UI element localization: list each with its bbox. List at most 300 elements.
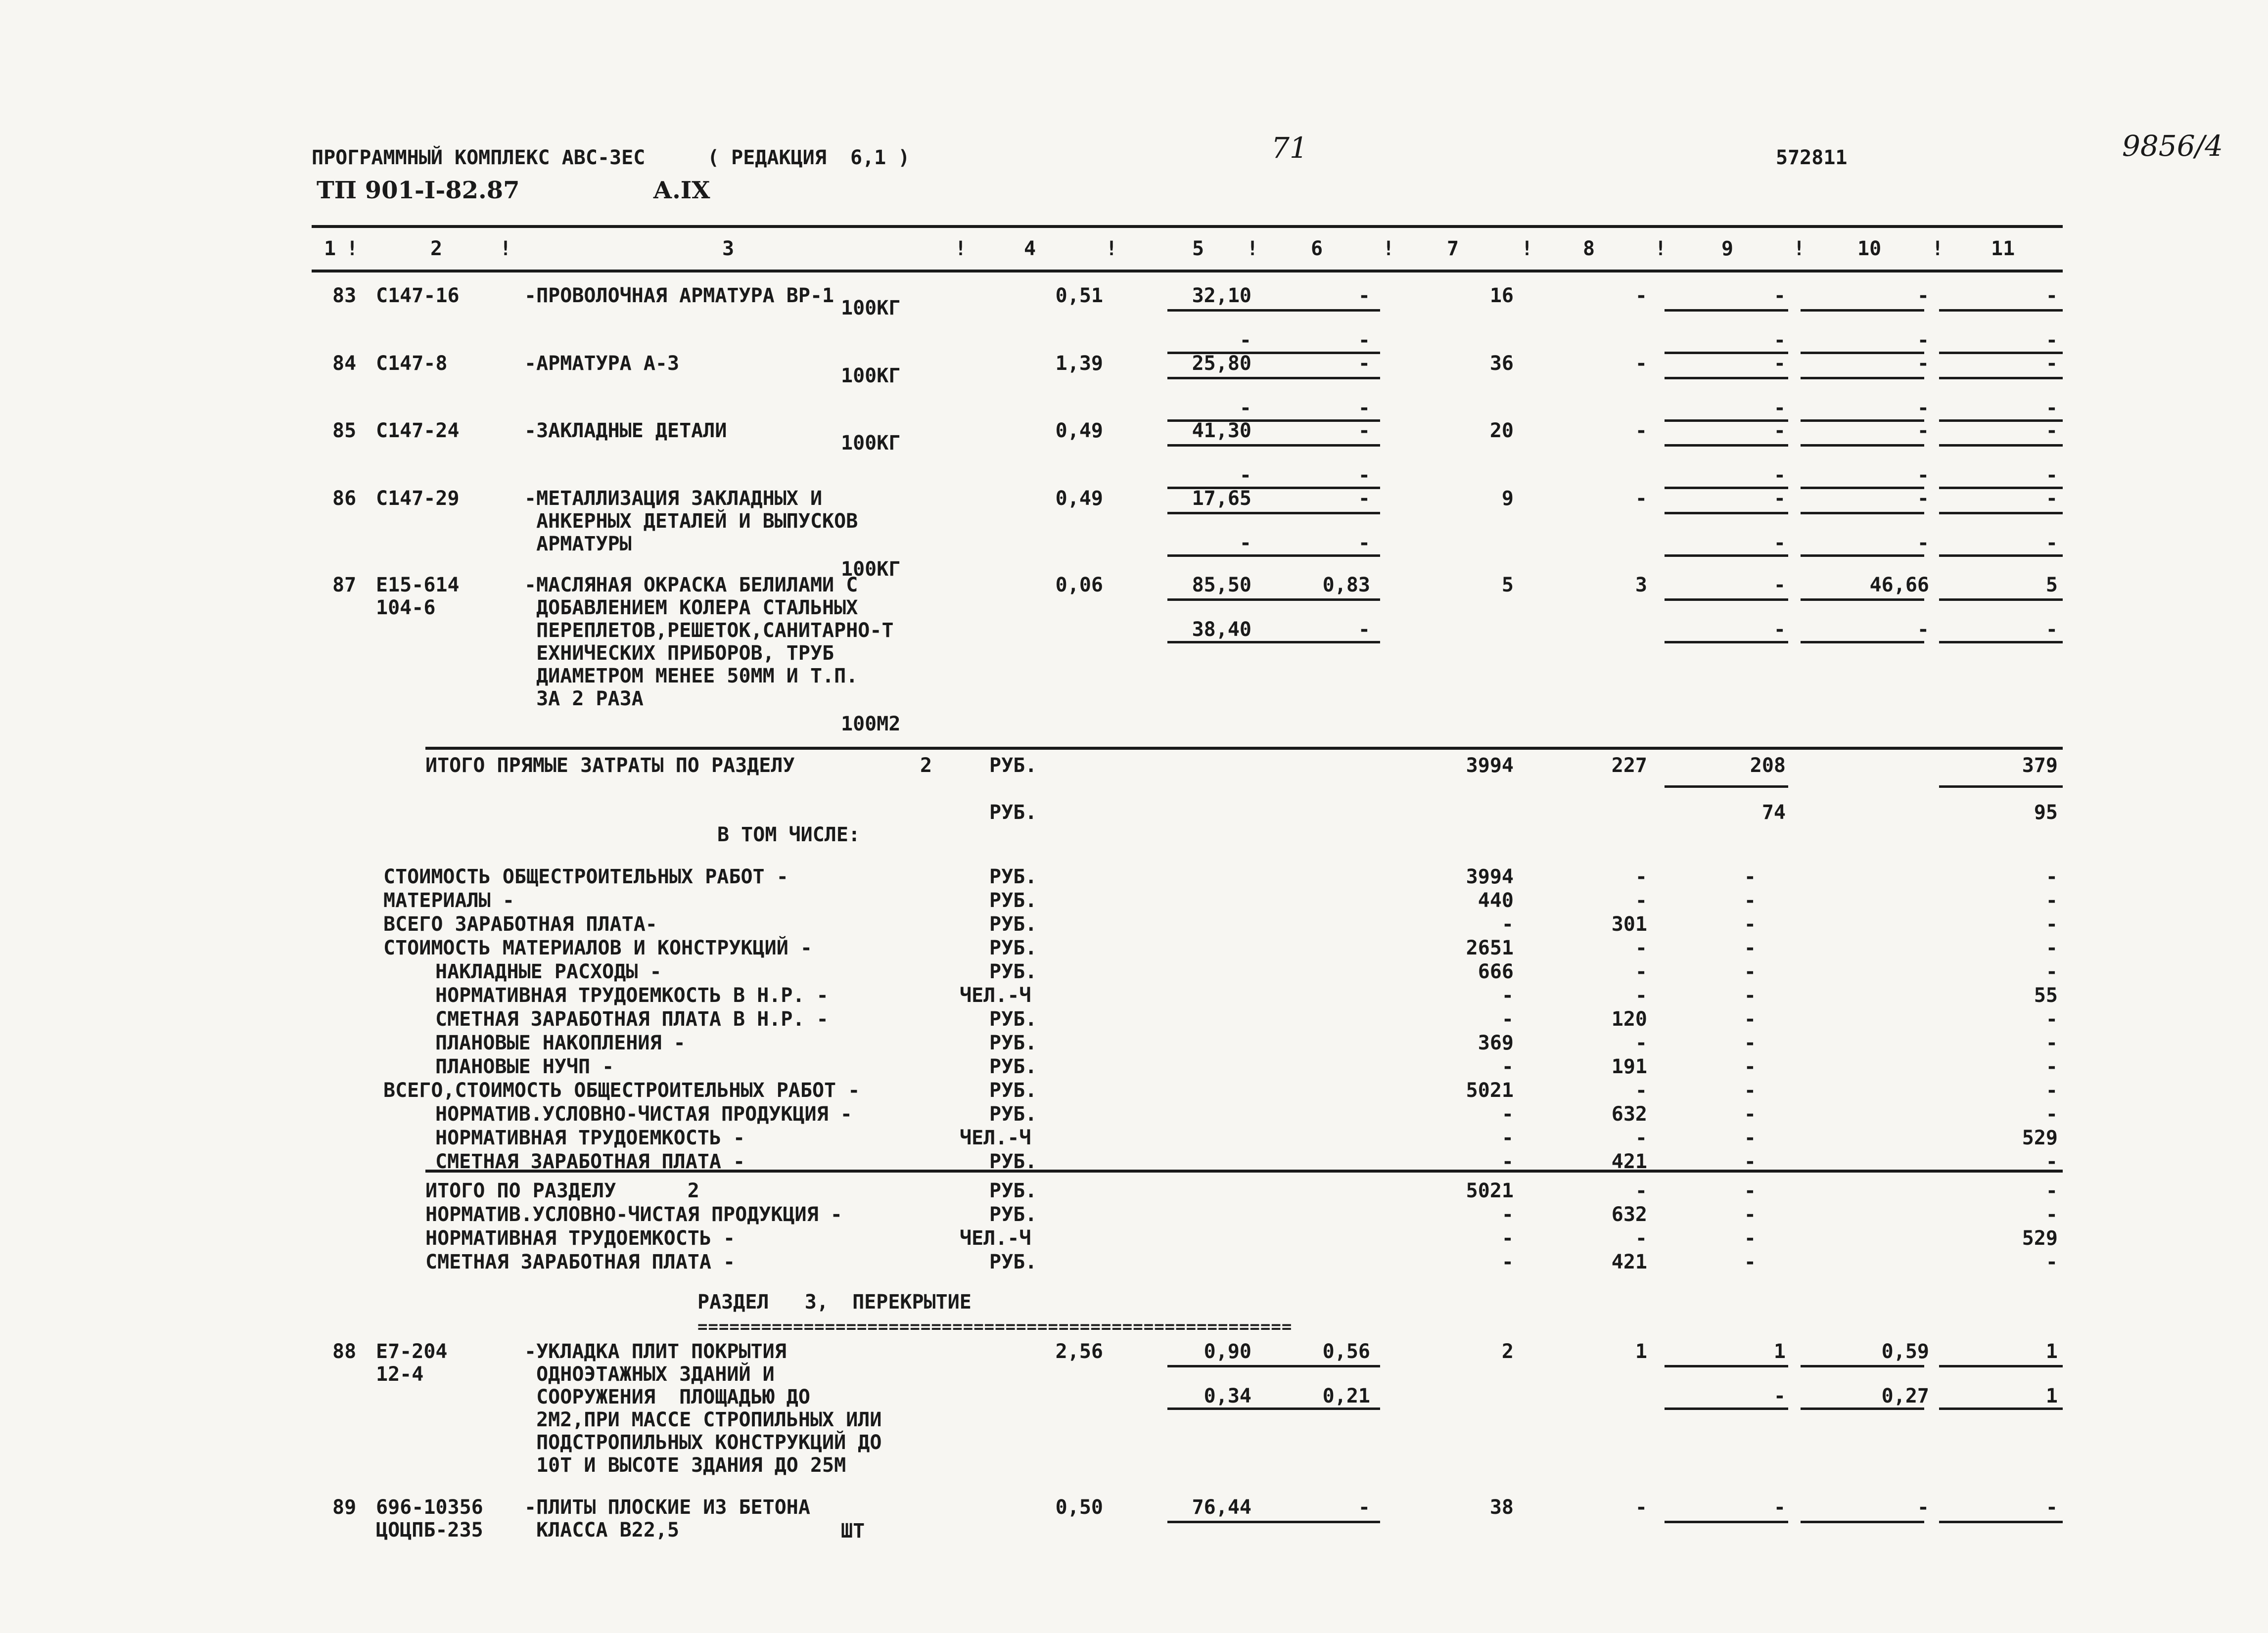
breakdown-c11: - (2045, 913, 2058, 936)
row-unit: 100КГ (841, 432, 901, 455)
breakdown-c8: - (1635, 960, 1647, 983)
cell-c6: 0,21 (1322, 1384, 1370, 1407)
underline (1801, 512, 1924, 514)
row-code: 104-6 (376, 596, 436, 619)
row-description: 10Т И ВЫСОТЕ ЗДАНИЯ ДО 25М (524, 1454, 846, 1477)
underline (1801, 377, 1924, 379)
breakdown-c9: - (1744, 937, 1756, 959)
underline (1801, 444, 1924, 447)
underline (1256, 377, 1380, 379)
section-total-c11: 529 (2022, 1227, 2058, 1250)
underline (1939, 554, 2063, 557)
breakdown-c7: - (1501, 1150, 1514, 1173)
col-4: 4 (1024, 237, 1036, 260)
breakdown-unit: РУБ. (989, 960, 1037, 983)
cell-c8: 3 (1635, 574, 1647, 596)
col-sep: ! (1383, 237, 1395, 260)
table-header-rule (312, 270, 2063, 272)
row-description: -УКЛАДКА ПЛИТ ПОКРЫТИЯ (524, 1340, 787, 1363)
breakdown-c8: 421 (1611, 1150, 1647, 1173)
cell-c6: 0,56 (1322, 1340, 1370, 1363)
section-total-c9: - (1744, 1227, 1756, 1250)
cell-c8: - (1635, 352, 1647, 375)
col-sep: ! (1106, 237, 1118, 260)
breakdown-c7: - (1501, 913, 1514, 936)
cell-c6: - (1358, 463, 1370, 487)
underline (1256, 309, 1380, 312)
breakdown-c7: - (1501, 1103, 1514, 1126)
breakdown-c7: 3994 (1466, 865, 1514, 888)
cell-c7: 36 (1489, 352, 1514, 375)
breakdown-label: НОРМАТИВНАЯ ТРУДОЕМКОСТЬ В Н.Р. - (435, 984, 829, 1007)
cell-c6: - (1358, 531, 1370, 554)
breakdown-c11: 55 (2034, 984, 2058, 1007)
underline (1939, 444, 2063, 447)
breakdown-label: ВСЕГО ЗАРАБОТНАЯ ПЛАТА- (383, 913, 657, 936)
breakdown-c11: - (2045, 1150, 2058, 1173)
breakdown-c9: - (1744, 865, 1756, 888)
breakdown-c7: - (1501, 1055, 1514, 1078)
underline (1939, 512, 2063, 514)
section-total-c8: 421 (1611, 1251, 1647, 1273)
row-description: ОДНОЭТАЖНЫХ ЗДАНИЙ И (524, 1363, 775, 1386)
underline (1939, 377, 2063, 379)
breakdown-c9: - (1744, 960, 1756, 983)
row-code: С147-24 (376, 419, 460, 442)
cell-c10: 46,66 (1869, 574, 1929, 596)
row-description: КЛАССА В22,5 (524, 1519, 680, 1542)
cell-c6: - (1358, 352, 1370, 375)
breakdown-c8: - (1635, 1127, 1647, 1149)
cell-c10: - (1917, 531, 1929, 554)
cell-c11: - (2045, 419, 2058, 442)
cell-c6: - (1358, 328, 1370, 352)
section-total-unit: ЧЕЛ.-Ч (960, 1227, 1031, 1250)
breakdown-c8: - (1635, 1079, 1647, 1102)
cell-c9: - (1773, 531, 1786, 554)
total-c11: 379 (2022, 754, 2058, 777)
row-description: 2М2,ПРИ МАССЕ СТРОПИЛЬНЫХ ИЛИ (524, 1408, 882, 1431)
row-description: -ПЛИТЫ ПЛОСКИЕ ИЗ БЕТОНА (524, 1496, 810, 1519)
cell-c6: - (1358, 1496, 1370, 1519)
section-total-c8: - (1635, 1227, 1647, 1250)
cell-c6: - (1358, 396, 1370, 419)
total-c9: 208 (1750, 754, 1786, 777)
row-number: 88 (332, 1340, 357, 1363)
col-3: 3 (722, 237, 735, 260)
col-11: 11 (1991, 237, 2015, 260)
cell-c5: 38,40 (1192, 618, 1251, 641)
breakdown-c9: - (1744, 1103, 1756, 1126)
section-total-c11: - (2045, 1203, 2058, 1226)
cell-c10: 0,59 (1881, 1340, 1929, 1363)
breakdown-c7: - (1501, 1008, 1514, 1031)
breakdown-c9: - (1744, 1008, 1756, 1031)
cell-c10: - (1917, 328, 1929, 352)
section-total-c9: - (1744, 1179, 1756, 1202)
row-number: 85 (332, 419, 357, 442)
breakdown-label: ПЛАНОВЫЕ НАКОПЛЕНИЯ - (435, 1032, 686, 1054)
breakdown-label: СМЕТНАЯ ЗАРАБОТНАЯ ПЛАТА В Н.Р. - (435, 1008, 829, 1031)
cell-c11: - (2045, 618, 2058, 641)
row-unit: ШТ (841, 1520, 865, 1543)
underline (1665, 444, 1788, 447)
breakdown-c11: - (2045, 960, 2058, 983)
row-description: СООРУЖЕНИЯ ПЛОЩАДЬЮ ДО (524, 1386, 810, 1408)
underline (1939, 785, 2063, 788)
breakdown-c11: - (2045, 889, 2058, 912)
cell-c11: - (2045, 1496, 2058, 1519)
cell-c9: - (1773, 328, 1786, 352)
breakdown-label: ПЛАНОВЫЕ НУЧП - (435, 1055, 614, 1078)
section-total-c9: - (1744, 1203, 1756, 1226)
cell-c11: - (2045, 487, 2058, 510)
underline (1665, 1365, 1788, 1367)
section-total-label: СМЕТНАЯ ЗАРАБОТНАЯ ПЛАТА - (425, 1251, 736, 1273)
section-total-c7: - (1501, 1251, 1514, 1273)
cell-c11: - (2045, 396, 2058, 419)
cell-c11: 5 (2045, 574, 2058, 596)
underline (1939, 641, 2063, 643)
breakdown-c8: - (1635, 1032, 1647, 1054)
col-6: 6 (1311, 237, 1323, 260)
underline (1256, 512, 1380, 514)
cell-c5: 0,90 (1203, 1340, 1251, 1363)
underline (1256, 1365, 1380, 1367)
row-quantity: 2,56 (1055, 1340, 1103, 1363)
col-sep: ! (1247, 237, 1259, 260)
underline (1801, 598, 1924, 601)
row-description: ПОДСТРОПИЛЬНЫХ КОНСТРУКЦИЙ ДО (524, 1431, 882, 1454)
including-label: В ТОМ ЧИСЛЕ: (717, 823, 860, 846)
cell-c10: - (1917, 396, 1929, 419)
table-top-rule (312, 225, 2063, 228)
cell-c9: - (1773, 574, 1786, 596)
row-unit: 100М2 (841, 712, 901, 735)
total-unit-2: РУБ. (989, 801, 1037, 824)
cell-c5: 25,80 (1192, 352, 1251, 375)
row-number: 89 (332, 1496, 357, 1519)
breakdown-c9: - (1744, 1127, 1756, 1149)
row-description: -МЕТАЛЛИЗАЦИЯ ЗАКЛАДНЫХ И (524, 487, 823, 510)
breakdown-unit: РУБ. (989, 1032, 1037, 1054)
breakdown-c8: - (1635, 937, 1647, 959)
cell-c5: 41,30 (1192, 419, 1251, 442)
underline (1939, 1365, 2063, 1367)
col-sep: ! (1521, 237, 1533, 260)
breakdown-c7: - (1501, 984, 1514, 1007)
cell-c11: 1 (2045, 1340, 2058, 1363)
breakdown-c8: - (1635, 865, 1647, 888)
cell-c10: - (1917, 463, 1929, 487)
breakdown-c11: 529 (2022, 1127, 2058, 1149)
cell-c7: 2 (1501, 1340, 1514, 1363)
col-9: 9 (1721, 237, 1734, 260)
section-total-label: НОРМАТИВНАЯ ТРУДОЕМКОСТЬ - (425, 1227, 736, 1250)
cell-c9: - (1773, 1496, 1786, 1519)
cell-c5: - (1239, 463, 1251, 487)
cell-c9: - (1773, 396, 1786, 419)
cell-c11: - (2045, 284, 2058, 307)
underline (1665, 309, 1788, 312)
handwritten-mark: 9856/4 (2122, 129, 2223, 163)
col-sep: ! (1793, 237, 1805, 260)
cell-c5: - (1239, 328, 1251, 352)
breakdown-c9: - (1744, 1055, 1756, 1078)
underline (1939, 309, 2063, 312)
cell-c9: - (1773, 284, 1786, 307)
breakdown-label: НАКЛАДНЫЕ РАСХОДЫ - (435, 960, 662, 983)
col-5: 5 (1192, 237, 1204, 260)
cell-c7: 20 (1489, 419, 1514, 442)
cell-c10: - (1917, 1496, 1929, 1519)
row-quantity: 0,49 (1055, 487, 1103, 510)
row-code: 12-4 (376, 1363, 424, 1386)
total-c7: 3994 (1466, 754, 1514, 777)
row-number: 84 (332, 352, 357, 375)
cell-c7: 9 (1501, 487, 1514, 510)
cell-c11: - (2045, 463, 2058, 487)
row-description: -ПРОВОЛОЧНАЯ АРМАТУРА ВР-1 (524, 284, 834, 307)
underline (1665, 377, 1788, 379)
breakdown-c7: 5021 (1466, 1079, 1514, 1102)
breakdown-c8: - (1635, 889, 1647, 912)
edition-label: ( РЕДАКЦИЯ 6,1 ) (707, 146, 910, 169)
row-description: -ЗАКЛАДНЫЕ ДЕТАЛИ (524, 419, 727, 442)
underline (1256, 598, 1380, 601)
underline (1256, 1407, 1380, 1410)
cell-c5: - (1239, 396, 1251, 419)
row-description: -АРМАТУРА А-3 (524, 352, 680, 375)
breakdown-c9: - (1744, 913, 1756, 936)
breakdown-label: НОРМАТИВ.УСЛОВНО-ЧИСТАЯ ПРОДУКЦИЯ - (435, 1103, 852, 1126)
underline (1801, 1407, 1924, 1410)
breakdown-c11: - (2045, 1008, 2058, 1031)
cell-c8: - (1635, 1496, 1647, 1519)
col-sep: ! (1655, 237, 1667, 260)
section-total-label: ИТОГО ПО РАЗДЕЛУ 2 (425, 1179, 699, 1202)
section-total-c11: - (2045, 1251, 2058, 1273)
cell-c8: - (1635, 284, 1647, 307)
section-total-unit: РУБ. (989, 1251, 1037, 1273)
cell-c6: - (1358, 284, 1370, 307)
row-unit: 100КГ (841, 364, 901, 388)
cell-c6: - (1358, 618, 1370, 641)
row-description: ПЕРЕПЛЕТОВ,РЕШЕТОК,САНИТАРНО-Т (524, 619, 894, 642)
breakdown-label: МАТЕРИАЛЫ - (383, 889, 514, 912)
breakdown-rule (425, 1170, 2063, 1173)
breakdown-c7: - (1501, 1127, 1514, 1149)
totals-rule (425, 747, 2063, 750)
cell-c10: - (1917, 284, 1929, 307)
row-unit: 100КГ (841, 557, 901, 581)
cell-c7: 5 (1501, 574, 1514, 596)
cell-c8: 1 (1635, 1340, 1647, 1363)
col-sep: ! (500, 237, 512, 260)
row-description: -МАСЛЯНАЯ ОКРАСКА БЕЛИЛАМИ С (524, 574, 858, 596)
project-code: ТП 901-I-82.87 (317, 177, 520, 204)
total-section: 2 (920, 754, 932, 777)
section-total-c9: - (1744, 1251, 1756, 1273)
cell-c5: 0,34 (1203, 1384, 1251, 1407)
breakdown-unit: РУБ. (989, 1008, 1037, 1031)
breakdown-c11: - (2045, 1103, 2058, 1126)
cell-c9: - (1773, 352, 1786, 375)
cell-c10: - (1917, 618, 1929, 641)
underline (1939, 598, 2063, 601)
row-description: ДОБАВЛЕНИЕМ КОЛЕРА СТАЛЬНЫХ (524, 596, 858, 619)
cell-c11: - (2045, 328, 2058, 352)
total-c9b: 74 (1761, 801, 1786, 824)
cell-c11: 1 (2045, 1384, 2058, 1407)
cell-c9: - (1773, 419, 1786, 442)
col-sep: ! (346, 237, 359, 260)
row-number: 83 (332, 284, 357, 307)
breakdown-unit: РУБ. (989, 1150, 1037, 1173)
cell-c6: 0,83 (1322, 574, 1370, 596)
row-quantity: 0,49 (1055, 419, 1103, 442)
cell-c10: - (1917, 487, 1929, 510)
row-quantity: 0,06 (1055, 574, 1103, 596)
breakdown-c11: - (2045, 1032, 2058, 1054)
row-code: С147-29 (376, 487, 460, 510)
breakdown-c11: - (2045, 1079, 2058, 1102)
cell-c10: - (1917, 419, 1929, 442)
breakdown-c7: 369 (1478, 1032, 1514, 1054)
section-3-rule: ======================================================== (697, 1317, 1293, 1337)
section-total-c8: - (1635, 1179, 1647, 1202)
program-title: ПРОГРАММНЫЙ КОМПЛЕКС АВС-ЗЕС (312, 146, 646, 169)
underline (1665, 512, 1788, 514)
row-description: АНКЕРНЫХ ДЕТАЛЕЙ И ВЫПУСКОВ (524, 510, 858, 533)
cell-c7: 16 (1489, 284, 1514, 307)
breakdown-unit: РУБ. (989, 865, 1037, 888)
breakdown-unit: РУБ. (989, 913, 1037, 936)
underline (1256, 554, 1380, 557)
section-total-unit: РУБ. (989, 1203, 1037, 1226)
col-1: 1 (324, 237, 336, 260)
section-total-label: НОРМАТИВ.УСЛОВНО-ЧИСТАЯ ПРОДУКЦИЯ - (425, 1203, 842, 1226)
row-quantity: 0,50 (1055, 1496, 1103, 1519)
breakdown-c7: 2651 (1466, 937, 1514, 959)
breakdown-c8: 120 (1611, 1008, 1647, 1031)
cell-c9: - (1773, 618, 1786, 641)
breakdown-c8: 301 (1611, 913, 1647, 936)
underline (1939, 1521, 2063, 1523)
row-number: 86 (332, 487, 357, 510)
underline (1256, 641, 1380, 643)
breakdown-label: СТОИМОСТЬ МАТЕРИАЛОВ И КОНСТРУКЦИЙ - (383, 937, 812, 959)
cell-c5: 85,50 (1192, 574, 1251, 596)
section-total-c7: - (1501, 1203, 1514, 1226)
breakdown-c9: - (1744, 1150, 1756, 1173)
section-total-c8: 632 (1611, 1203, 1647, 1226)
album-label: А.IX (653, 177, 710, 204)
cell-c6: - (1358, 487, 1370, 510)
breakdown-c8: 632 (1611, 1103, 1647, 1126)
underline (1801, 309, 1924, 312)
col-2: 2 (430, 237, 443, 260)
total-label: ИТОГО ПРЯМЫЕ ЗАТРАТЫ ПО РАЗДЕЛУ (425, 754, 795, 777)
cell-c10: - (1917, 352, 1929, 375)
underline (1665, 1407, 1788, 1410)
section-3-title: РАЗДЕЛ 3, ПЕРЕКРЫТИЕ (697, 1291, 972, 1314)
breakdown-label: ВСЕГО,СТОИМОСТЬ ОБЩЕСТРОИТЕЛЬНЫХ РАБОТ - (383, 1079, 860, 1102)
row-description: ЗА 2 РАЗА (524, 687, 644, 710)
breakdown-c9: - (1744, 889, 1756, 912)
underline (1801, 1365, 1924, 1367)
col-10: 10 (1857, 237, 1882, 260)
breakdown-c8: 191 (1611, 1055, 1647, 1078)
cell-c5: - (1239, 531, 1251, 554)
cell-c9: - (1773, 487, 1786, 510)
breakdown-unit: РУБ. (989, 937, 1037, 959)
underline (1801, 641, 1924, 643)
breakdown-unit: РУБ. (989, 1055, 1037, 1078)
col-7: 7 (1447, 237, 1459, 260)
breakdown-c7: 440 (1478, 889, 1514, 912)
breakdown-unit: ЧЕЛ.-Ч (960, 984, 1031, 1007)
breakdown-c7: 666 (1478, 960, 1514, 983)
total-unit: РУБ. (989, 754, 1037, 777)
breakdown-c9: - (1744, 984, 1756, 1007)
cell-c6: - (1358, 419, 1370, 442)
total-c11b: 95 (2034, 801, 2058, 824)
underline (1665, 554, 1788, 557)
section-total-unit: РУБ. (989, 1179, 1037, 1202)
section-total-c7: 5021 (1466, 1179, 1514, 1202)
breakdown-c11: - (2045, 937, 2058, 959)
underline (1256, 444, 1380, 447)
row-description: ЕХНИЧЕСКИХ ПРИБОРОВ, ТРУБ (524, 642, 834, 665)
row-code: Е7-204 (376, 1340, 448, 1363)
underline (1665, 641, 1788, 643)
col-sep: ! (1932, 237, 1944, 260)
breakdown-unit: РУБ. (989, 889, 1037, 912)
underline (1801, 1521, 1924, 1523)
cell-c9: 1 (1773, 1340, 1786, 1363)
underline (1801, 554, 1924, 557)
breakdown-unit: РУБ. (989, 1079, 1037, 1102)
section-total-c7: - (1501, 1227, 1514, 1250)
breakdown-c11: - (2045, 1055, 2058, 1078)
page-number: 71 (1271, 131, 1308, 165)
underline (1665, 1521, 1788, 1523)
row-unit: 100КГ (841, 297, 901, 320)
section-total-c11: - (2045, 1179, 2058, 1202)
cell-c8: - (1635, 487, 1647, 510)
breakdown-label: СТОИМОСТЬ ОБЩЕСТРОИТЕЛЬНЫХ РАБОТ - (383, 865, 788, 888)
breakdown-c9: - (1744, 1032, 1756, 1054)
row-quantity: 0,51 (1055, 284, 1103, 307)
underline (1665, 785, 1788, 788)
row-description: АРМАТУРЫ (524, 533, 632, 555)
cell-c5: 32,10 (1192, 284, 1251, 307)
breakdown-unit: ЧЕЛ.-Ч (960, 1127, 1031, 1149)
cell-c8: - (1635, 419, 1647, 442)
breakdown-c9: - (1744, 1079, 1756, 1102)
underline (1256, 1521, 1380, 1523)
row-code: ЦОЦПБ-235 (376, 1519, 483, 1542)
cell-c11: - (2045, 531, 2058, 554)
total-c8: 227 (1611, 754, 1647, 777)
breakdown-c11: - (2045, 865, 2058, 888)
cell-c5: 76,44 (1192, 1496, 1251, 1519)
col-8: 8 (1583, 237, 1595, 260)
row-code: С147-8 (376, 352, 448, 375)
breakdown-label: СМЕТНАЯ ЗАРАБОТНАЯ ПЛАТА - (435, 1150, 745, 1173)
row-quantity: 1,39 (1055, 352, 1103, 375)
